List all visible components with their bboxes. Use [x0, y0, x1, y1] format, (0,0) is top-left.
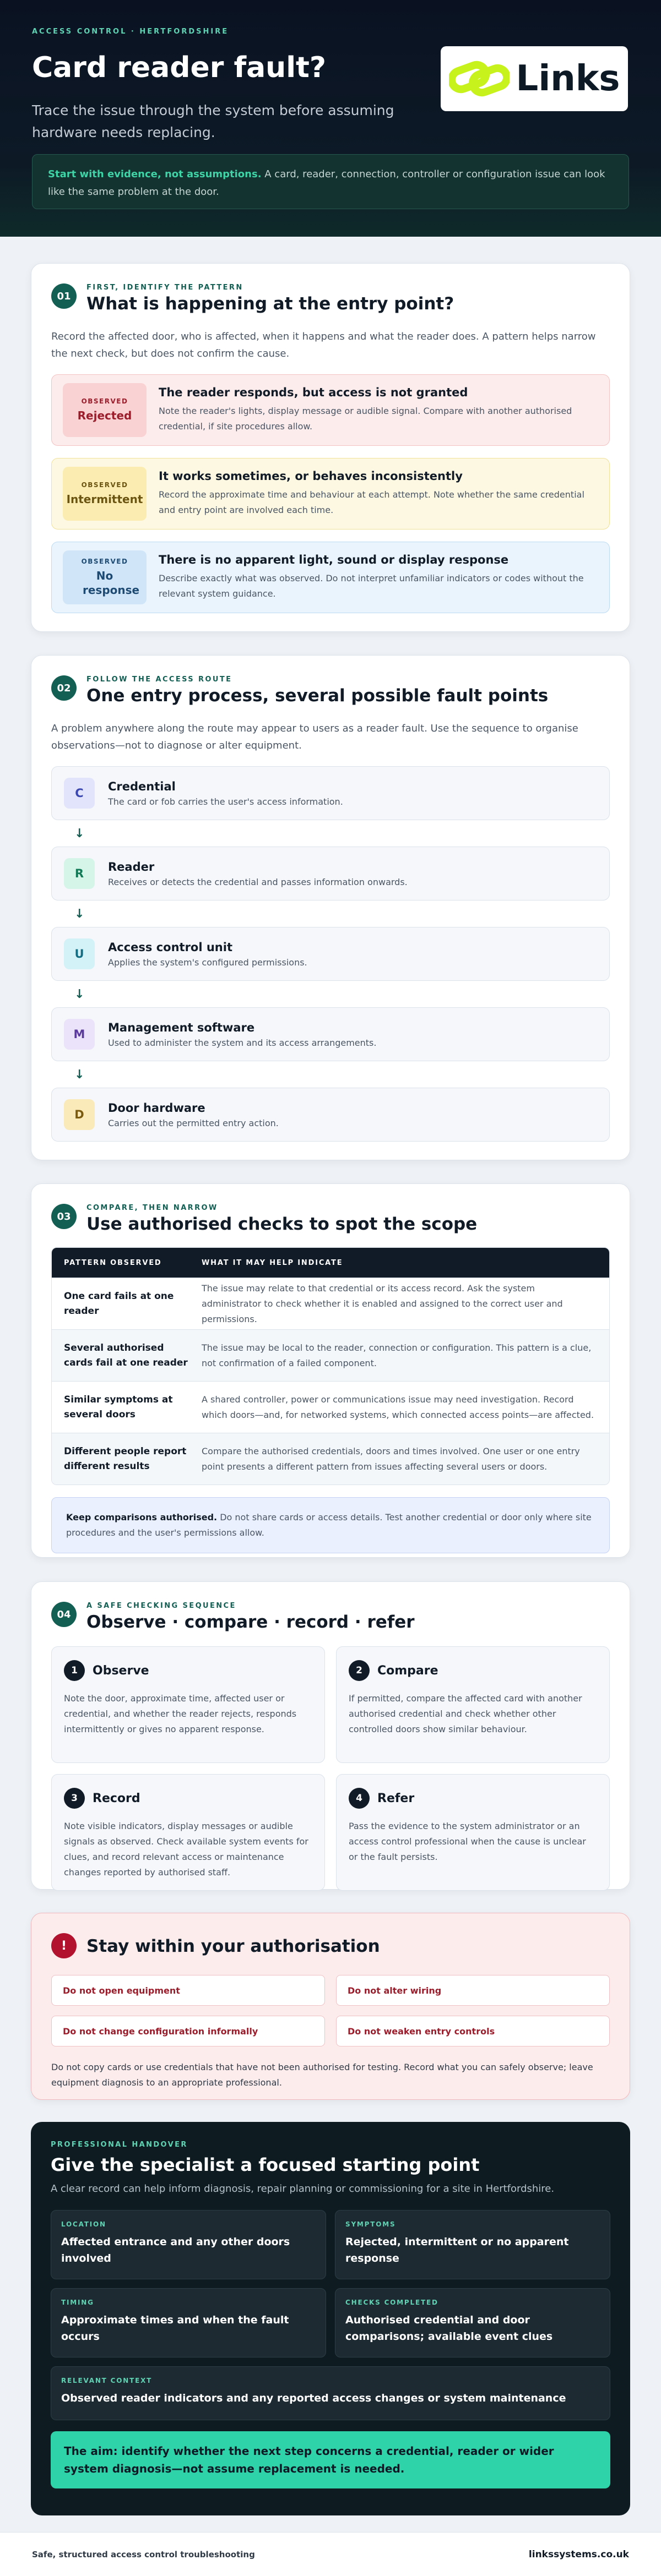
- pattern-desc: Note the reader's lights, display message or audible signal. Compare with another authorised credential, if site procedures allow.: [159, 406, 572, 432]
- box-label: LOCATION: [61, 2220, 106, 2228]
- table-header: [52, 1248, 609, 1278]
- handover-box-timing: [51, 2288, 326, 2357]
- row-pattern: Several authorised cards fail at one reader: [64, 1342, 188, 1368]
- status-badge: [63, 383, 147, 437]
- box-value: Observed reader indicators and any reported access changes or system maintenance: [61, 2392, 566, 2404]
- down-arrow-icon: ↓: [74, 826, 85, 841]
- pattern-card-intermittent: [51, 458, 610, 530]
- badge-value: Rejected: [77, 409, 132, 422]
- handover-title: Give the specialist a focused starting point: [51, 2154, 480, 2175]
- step-name: Reader: [108, 860, 155, 874]
- section-kicker: COMPARE, THEN NARROW: [86, 1204, 218, 1212]
- step-name: Door hardware: [108, 1101, 205, 1115]
- check-title: Record: [93, 1791, 140, 1805]
- handover-aim: The aim: identify whether the next step concerns a credential, reader or wider system diagnosis—not assume replacement is needed.: [51, 2431, 610, 2488]
- row-pattern: Different people report different results: [64, 1445, 187, 1472]
- hero-eyebrow: ACCESS CONTROL · HERTFORDSHIRE: [32, 28, 229, 36]
- warning-title: Stay within your authorisation: [86, 1936, 380, 1956]
- badge-observed: OBSERVED: [81, 397, 128, 405]
- section-access-route: [31, 655, 630, 1160]
- section-number: 03: [51, 1204, 77, 1229]
- row-pattern: Similar symptoms at several doors: [64, 1394, 173, 1420]
- step-desc: Used to administer the system and its access arrangements.: [108, 1037, 377, 1048]
- rule-item: Do not weaken entry controls: [336, 2016, 610, 2046]
- handover-box-symptoms: [335, 2210, 610, 2279]
- step-name: Management software: [108, 1020, 255, 1034]
- check-desc: Pass the evidence to the system administrator or an access control professional when the cause is unclear or the fault persists.: [349, 1821, 586, 1862]
- column-header: PATTERN OBSERVED: [64, 1258, 162, 1267]
- row-indicates: A shared controller, power or communications issue may need investigation. Record which doors—and, for networked systems, which connected access points—are affected.: [202, 1394, 594, 1420]
- check-title: Observe: [93, 1663, 149, 1678]
- check-card-record: [51, 1774, 325, 1891]
- section-number: 04: [51, 1602, 77, 1627]
- check-card-compare: [336, 1646, 610, 1763]
- footer-tagline: Safe, structured access control troubleshooting: [32, 2549, 255, 2559]
- links-chain-icon: [449, 57, 510, 101]
- section-kicker: FOLLOW THE ACCESS ROUTE: [86, 675, 232, 684]
- down-arrow-icon: ↓: [74, 987, 85, 1001]
- note-bold: Keep comparisons authorised.: [66, 1512, 218, 1522]
- evidence-callout: [32, 154, 629, 209]
- row-indicates: The issue may relate to that credential or its access record. Ask the system administrator to check whether it is enabled and assigned to the correct user and permissions.: [202, 1282, 563, 1324]
- step-desc: The card or fob carries the user's access information.: [108, 796, 343, 807]
- step-name: Credential: [108, 779, 176, 793]
- comparison-note: [51, 1497, 610, 1553]
- warning-icon: !: [51, 1933, 77, 1958]
- badge-value: Intermittent: [66, 493, 143, 506]
- check-card-observe: [51, 1646, 325, 1763]
- step-letter: C: [64, 778, 95, 809]
- rule-item: Do not open equipment: [51, 1975, 325, 2006]
- box-value: Rejected, intermittent or no apparent response: [345, 2236, 569, 2264]
- links-logo[interactable]: [441, 46, 628, 111]
- professional-handover: [31, 2122, 630, 2515]
- section-title: Observe · compare · record · refer: [86, 1612, 415, 1632]
- handover-box-location: [51, 2210, 326, 2279]
- check-title: Compare: [377, 1663, 438, 1678]
- check-desc: Note the door, approximate time, affected user or credential, and whether the reader rejects, responds intermittently or gives no apparent response.: [64, 1693, 297, 1734]
- pattern-card-rejected: [51, 374, 610, 446]
- section-checking-sequence: [31, 1581, 630, 1890]
- step-desc: Carries out the permitted entry action.: [108, 1117, 279, 1128]
- step-letter: D: [64, 1099, 95, 1130]
- handover-box-context: [51, 2366, 610, 2420]
- badge-observed: OBSERVED: [81, 558, 128, 565]
- hero-subtitle: Trace the issue through the system before assuming hardware needs replacing.: [32, 102, 394, 140]
- down-arrow-icon: ↓: [74, 1067, 85, 1082]
- note-text: Do not share cards or access details. Test another credential or door only where site procedures and the user's permissions allow.: [66, 1512, 592, 1538]
- check-card-refer: [336, 1774, 610, 1891]
- section-kicker: A SAFE CHECKING SEQUENCE: [86, 1602, 236, 1610]
- hero-banner: [0, 0, 661, 237]
- section-intro: Record the affected door, who is affected, when it happens and what the reader does. A pattern helps narrow the next check, but does not confirm the cause.: [51, 331, 596, 359]
- badge-observed: OBSERVED: [81, 481, 128, 489]
- step-desc: Applies the system's configured permissions.: [108, 957, 307, 968]
- route-step-reader: [51, 847, 610, 900]
- rule-item: Do not alter wiring: [336, 1975, 610, 2006]
- step-letter: M: [64, 1019, 95, 1050]
- section-title: Use authorised checks to spot the scope: [86, 1214, 478, 1234]
- rule-item: Do not change configuration informally: [51, 2016, 325, 2046]
- step-number: 3: [64, 1788, 85, 1809]
- route-step-door-hardware: [51, 1088, 610, 1142]
- section-intro: A problem anywhere along the route may appear to users as a reader fault. Use the sequence to organise observations—not to diagnose or alter equipment.: [51, 723, 578, 751]
- box-label: RELEVANT CONTEXT: [61, 2377, 153, 2384]
- pattern-desc: Describe exactly what was observed. Do not interpret unfamiliar indicators or codes without the relevant system guidance.: [159, 573, 584, 599]
- route-step-credential: [51, 766, 610, 820]
- authorisation-warning: [31, 1913, 630, 2100]
- warning-footer: Do not copy cards or use credentials that have not been authorised for testing. Record what you can safely observe; leave equipment diagnosis to an appropriate professional.: [51, 2062, 593, 2088]
- section-number: 02: [51, 675, 77, 701]
- pattern-title: It works sometimes, or behaves inconsistently: [159, 470, 463, 483]
- status-badge: [63, 550, 147, 604]
- down-arrow-icon: ↓: [74, 907, 85, 921]
- row-pattern: One card fails at one reader: [64, 1290, 174, 1317]
- section-number: 01: [51, 283, 77, 309]
- step-number: 4: [349, 1788, 370, 1809]
- section-title: One entry process, several possible fault points: [86, 686, 549, 706]
- pattern-title: The reader responds, but access is not granted: [159, 386, 468, 399]
- pattern-card-no-response: [51, 542, 610, 613]
- step-letter: U: [64, 938, 95, 969]
- box-label: CHECKS COMPLETED: [345, 2299, 438, 2306]
- page-footer: [0, 2532, 661, 2576]
- footer-website-link[interactable]: linkssystems.co.uk: [528, 2548, 629, 2560]
- handover-subtitle: A clear record can help inform diagnosis, repair planning or commissioning for a site in Hertfordshire.: [51, 2183, 555, 2195]
- row-indicates: The issue may be local to the reader, connection or configuration. This pattern is a clue, not confirmation of a failed component.: [202, 1342, 592, 1368]
- callout-text: A card, reader, connection, controller or configuration issue can look like the same problem at the door.: [48, 168, 605, 198]
- section-identify-pattern: [31, 263, 630, 632]
- table-row: [52, 1278, 609, 1329]
- section-kicker: FIRST, IDENTIFY THE PATTERN: [86, 283, 243, 292]
- route-step-software: [51, 1007, 610, 1061]
- pattern-desc: Record the approximate time and behaviour at each attempt. Note whether the same credential and entry point are involved each time.: [159, 489, 584, 515]
- table-row: [52, 1381, 609, 1433]
- section-authorised-checks: [31, 1183, 630, 1558]
- step-letter: R: [64, 858, 95, 889]
- box-label: TIMING: [61, 2299, 94, 2306]
- handover-box-checks: [335, 2288, 610, 2357]
- step-name: Access control unit: [108, 940, 232, 954]
- badge-value: No response: [83, 569, 140, 597]
- pattern-title: There is no apparent light, sound or display response: [159, 553, 509, 566]
- box-value: Approximate times and when the fault occurs: [61, 2314, 289, 2343]
- handover-kicker: PROFESSIONAL HANDOVER: [51, 2141, 188, 2149]
- status-badge: [63, 467, 147, 521]
- section-title: What is happening at the entry point?: [86, 294, 454, 314]
- box-value: Authorised credential and door comparisons; available event clues: [345, 2314, 553, 2343]
- box-label: SYMPTOMS: [345, 2220, 396, 2228]
- logo-text: Links: [516, 58, 620, 99]
- step-number: 2: [349, 1660, 370, 1681]
- comparison-table: [51, 1247, 610, 1485]
- table-row: [52, 1329, 609, 1381]
- table-row: [52, 1433, 609, 1485]
- callout-bold: Start with evidence, not assumptions.: [48, 168, 262, 180]
- column-header: WHAT IT MAY HELP INDICATE: [202, 1258, 343, 1267]
- route-step-control-unit: [51, 927, 610, 981]
- check-desc: Note visible indicators, display messages or audible signals as observed. Check available system events for clues, and record relevant access or maintenance changes reported by authorised staff.: [64, 1821, 308, 1878]
- row-indicates: Compare the authorised credentials, doors and times involved. One user or one entry point presents a different pattern from issues affecting several users or doors.: [202, 1445, 580, 1472]
- check-desc: If permitted, compare the affected card with another authorised credential and check whether other controlled doors show similar behaviour.: [349, 1693, 582, 1734]
- check-title: Refer: [377, 1791, 415, 1805]
- page-title: Card reader fault?: [32, 51, 327, 84]
- step-number: 1: [64, 1660, 85, 1681]
- box-value: Affected entrance and any other doors involved: [61, 2236, 290, 2264]
- step-desc: Receives or detects the credential and passes information onwards.: [108, 876, 408, 887]
